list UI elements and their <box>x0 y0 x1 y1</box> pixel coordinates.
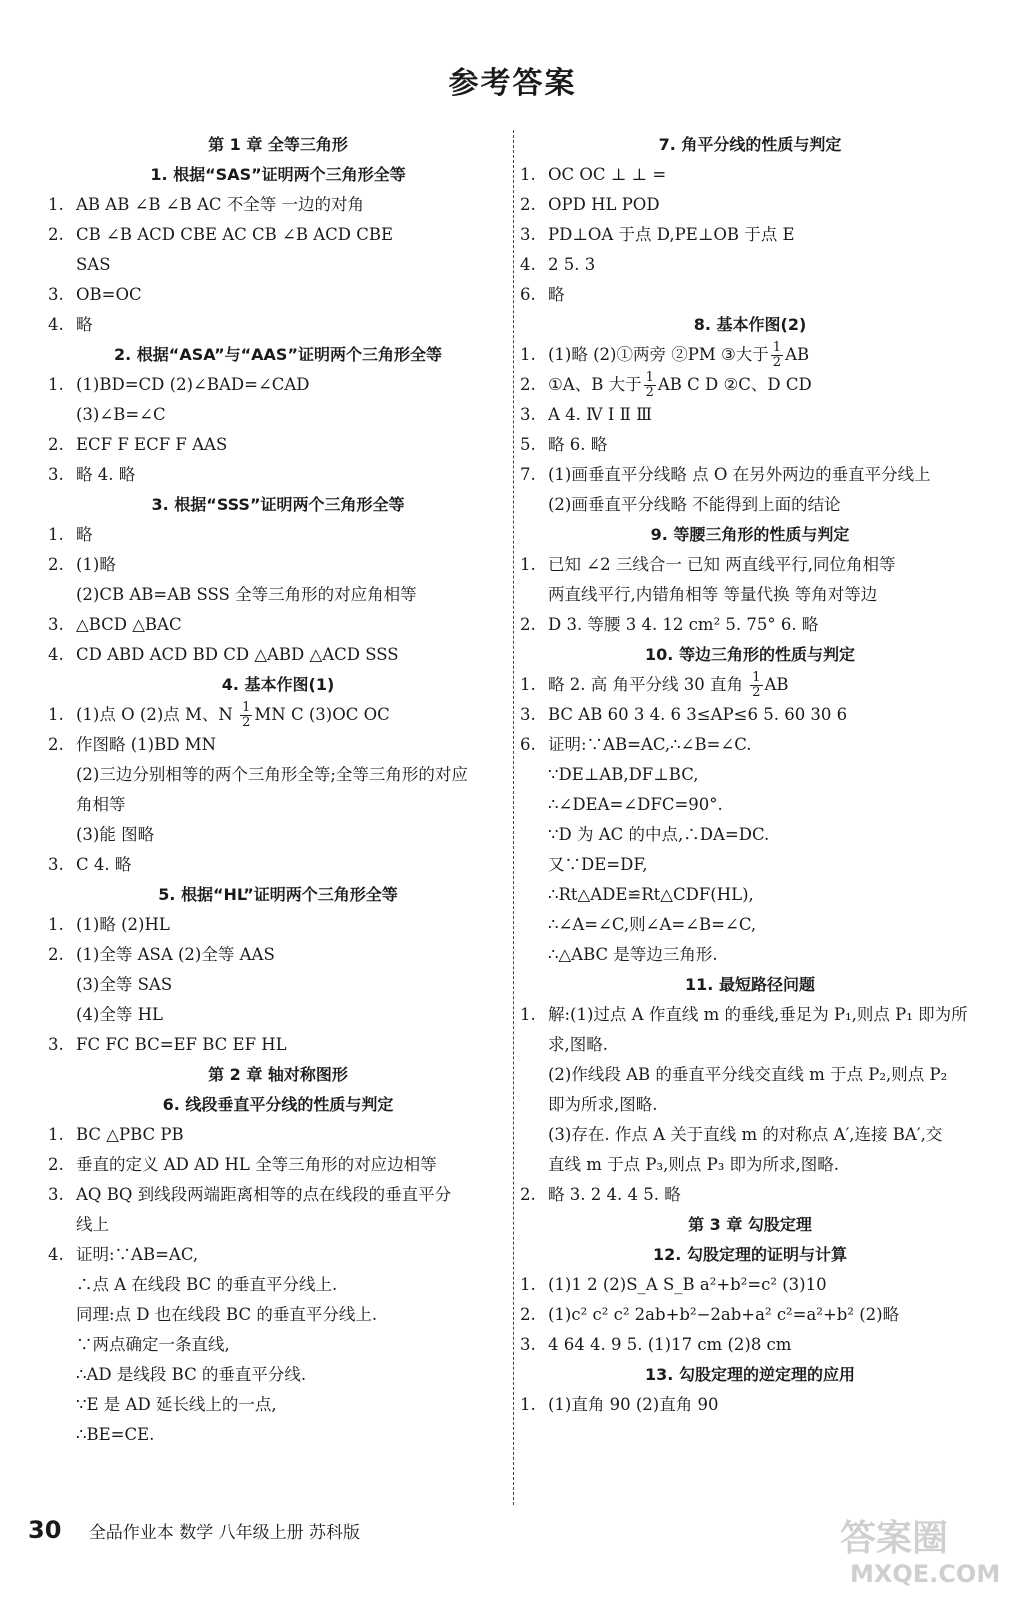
answer-text: 略 <box>76 525 93 544</box>
answer-line <box>520 730 980 760</box>
answer-text: MN C (3)OC OC <box>254 705 390 724</box>
question-number: 6. <box>520 735 536 754</box>
answer-line <box>520 460 980 490</box>
question-number: 1. <box>520 345 536 364</box>
answer-text: (1)BD=CD (2)∠BAD=∠CAD <box>76 375 310 394</box>
section-heading: 4. 基本作图(1) <box>221 675 335 694</box>
answer-text: 略 <box>548 285 565 304</box>
answer-continuation: 又∵DE=DF, <box>548 855 648 874</box>
answer-continuation: 同理:点 D 也在线段 BC 的垂直平分线上. <box>76 1305 378 1324</box>
section-heading: 第 2 章 轴对称图形 <box>208 1065 348 1084</box>
answer-line <box>48 1150 508 1180</box>
answer-line <box>48 940 508 970</box>
answer-line <box>520 250 980 280</box>
answer-line <box>48 220 508 250</box>
section-heading: 10. 等边三角形的性质与判定 <box>645 645 855 664</box>
question-number: 2. <box>48 225 64 244</box>
answer-text: 略 3. 2 4. 4 5. 略 <box>548 1185 681 1204</box>
question-number: 2. <box>48 735 64 754</box>
answer-line <box>520 1390 980 1420</box>
book-title: 全品作业本 数学 八年级上册 苏科版 <box>88 1523 361 1543</box>
answer-text: C 4. 略 <box>76 855 132 874</box>
question-number: 6. <box>520 285 536 304</box>
section-heading: 11. 最短路径问题 <box>685 975 815 994</box>
answer-continuation: ∴Rt△ADE≌Rt△CDF(HL), <box>548 885 754 904</box>
question-number: 1. <box>520 165 536 184</box>
answer-text: 已知 ∠2 三线合一 已知 两直线平行,同位角相等 <box>548 555 896 574</box>
answer-continuation: ∵E 是 AD 延长线上的一点, <box>76 1395 277 1414</box>
answer-text: OC OC ⊥ ⊥ = <box>548 165 667 184</box>
answer-text: (1)c² c² c² 2ab+b²−2ab+a² c²=a²+b² (2)略 <box>548 1305 900 1324</box>
answer-text: (1)略 (2)①两旁 ②PM ③大于 <box>548 345 769 364</box>
answer-continuation: ∴BE=CE. <box>76 1425 155 1444</box>
answer-line <box>48 610 508 640</box>
fraction-denominator: 2 <box>772 355 782 370</box>
section-heading: 3. 根据“SSS”证明两个三角形全等 <box>151 495 405 514</box>
answer-line <box>520 370 980 400</box>
question-number: 2. <box>520 1305 536 1324</box>
section-heading: 13. 勾股定理的逆定理的应用 <box>645 1365 855 1384</box>
column-divider <box>513 130 514 1505</box>
answer-continuation: ∴∠A=∠C,则∠A=∠B=∠C, <box>548 915 757 934</box>
answer-text: AB <box>785 345 810 364</box>
page-footer <box>28 1510 360 1550</box>
answer-text: OPD HL POD <box>548 195 660 214</box>
answer-text: ECF F ECF F AAS <box>76 435 228 454</box>
answer-text: OB=OC <box>76 285 142 304</box>
answer-text: (1)全等 ASA (2)全等 AAS <box>76 945 275 964</box>
answer-text: 2 5. 3 <box>548 255 596 274</box>
question-number: 4. <box>48 1245 64 1264</box>
answer-text: 垂直的定义 AD AD HL 全等三角形的对应边相等 <box>76 1155 437 1174</box>
fraction <box>750 671 762 700</box>
answer-text: 作图略 (1)BD MN <box>76 735 217 754</box>
fraction-denominator: 2 <box>645 385 654 400</box>
section-heading: 1. 根据“SAS”证明两个三角形全等 <box>150 165 406 184</box>
answer-continuation: ∵两点确定一条直线, <box>76 1335 230 1354</box>
answer-text: BC AB 60 3 4. 6 3≤AP≤6 5. 60 30 6 <box>548 705 848 724</box>
fraction <box>240 701 252 730</box>
section-heading: 5. 根据“HL”证明两个三角形全等 <box>158 885 398 904</box>
answer-text: (1)画垂直平分线略 点 O 在另外两边的垂直平分线上 <box>548 465 931 484</box>
question-number: 2. <box>48 945 64 964</box>
answer-line <box>48 1120 508 1150</box>
answer-line <box>48 1240 508 1270</box>
answer-line <box>520 1300 980 1330</box>
question-number: 2. <box>48 555 64 574</box>
answer-continuation: 求,图略. <box>548 1035 608 1054</box>
answer-text: 解:(1)过点 A 作直线 m 的垂线,垂足为 P₁,则点 P₁ 即为所 <box>548 1005 968 1024</box>
answer-continuation: 线上 <box>76 1215 109 1234</box>
answer-text: 证明:∵AB=AC, <box>76 1245 199 1264</box>
fraction-denominator: 2 <box>752 685 761 700</box>
answer-continuation: ∵D 为 AC 的中点,∴DA=DC. <box>548 825 770 844</box>
right-column <box>520 130 980 1420</box>
question-number: 1. <box>48 915 64 934</box>
answer-continuation: 直线 m 于点 P₃,则点 P₃ 即为所求,图略. <box>548 1155 840 1174</box>
answer-text: BC △PBC PB <box>76 1125 184 1144</box>
question-number: 5. <box>520 435 536 454</box>
answer-text: ①A、B 大于 <box>548 375 642 394</box>
question-number: 3. <box>520 405 536 424</box>
answer-text: AQ BQ 到线段两端距离相等的点在线段的垂直平分 <box>76 1185 452 1204</box>
question-number: 3. <box>48 1185 64 1204</box>
fraction-numerator: 1 <box>242 700 251 715</box>
fraction-numerator: 1 <box>645 370 654 385</box>
answer-line <box>520 430 980 460</box>
answer-line <box>520 190 980 220</box>
answer-line <box>48 640 508 670</box>
answer-text: CD ABD ACD BD CD △ABD △ACD SSS <box>76 645 399 664</box>
answer-continuation: ∴△ABC 是等边三角形. <box>548 945 718 964</box>
answer-continuation: SAS <box>76 255 111 274</box>
fraction-denominator: 2 <box>242 715 251 730</box>
watermark-text: 答案圈 <box>840 1518 949 1559</box>
answer-continuation: ∴∠DEA=∠DFC=90°. <box>548 795 723 814</box>
answer-line <box>520 400 980 430</box>
question-number: 2. <box>520 615 536 634</box>
answer-line <box>48 1030 508 1060</box>
answer-text: A 4. Ⅳ Ⅰ Ⅱ Ⅲ <box>548 405 653 424</box>
answer-text: FC FC BC=EF BC EF HL <box>76 1035 287 1054</box>
question-number: 1. <box>48 375 64 394</box>
fraction-numerator: 1 <box>752 670 761 685</box>
answer-text: 略 <box>76 315 93 334</box>
question-number: 3. <box>48 855 64 874</box>
question-number: 2. <box>48 1155 64 1174</box>
question-number: 1. <box>520 1395 536 1414</box>
answer-line <box>48 280 508 310</box>
question-number: 2. <box>520 195 536 214</box>
section-heading: 8. 基本作图(2) <box>693 315 807 334</box>
question-number: 1. <box>520 1005 536 1024</box>
answer-line <box>48 370 508 400</box>
left-column <box>48 130 508 1450</box>
answer-continuation: ∵DE⊥AB,DF⊥BC, <box>548 765 699 784</box>
answer-text: AB C D ②C、D CD <box>657 375 812 394</box>
section-heading: 第 1 章 全等三角形 <box>208 135 348 154</box>
question-number: 1. <box>520 675 536 694</box>
answer-line <box>520 1330 980 1360</box>
answer-line <box>520 1270 980 1300</box>
answer-line <box>520 220 980 250</box>
fraction <box>644 371 656 400</box>
answer-line <box>520 610 980 640</box>
fraction <box>771 341 783 370</box>
answer-continuation: (3)能 图略 <box>76 825 155 844</box>
answer-continuation: (3)全等 SAS <box>76 975 173 994</box>
answer-continuation: 角相等 <box>76 795 126 814</box>
answer-line <box>48 460 508 490</box>
answer-line <box>520 160 980 190</box>
answer-text: PD⊥OA 于点 D,PE⊥OB 于点 E <box>548 225 795 244</box>
question-number: 3. <box>48 1035 64 1054</box>
answer-line <box>48 550 508 580</box>
answer-text: D 3. 等腰 3 4. 12 cm² 5. 75° 6. 略 <box>548 615 819 634</box>
question-number: 1. <box>520 555 536 574</box>
answer-text: (1)略 <box>76 555 116 574</box>
answer-text: 略 2. 高 角平分线 30 直角 <box>548 675 749 694</box>
answer-continuation: (3)存在. 作点 A 关于直线 m 的对称点 A′,连接 BA′,交 <box>548 1125 943 1144</box>
answer-text: 略 4. 略 <box>76 465 136 484</box>
answer-line <box>520 280 980 310</box>
answer-text: 4 64 4. 9 5. (1)17 cm (2)8 cm <box>548 1335 792 1354</box>
answer-line <box>520 1180 980 1210</box>
answer-text: (1)1 2 (2)S_A S_B a²+b²=c² (3)10 <box>548 1275 827 1294</box>
answer-text: (1)点 O (2)点 M、N <box>76 705 239 724</box>
answer-line <box>48 190 508 220</box>
question-number: 2. <box>520 375 536 394</box>
section-heading: 9. 等腰三角形的性质与判定 <box>650 525 850 544</box>
section-heading: 12. 勾股定理的证明与计算 <box>653 1245 847 1264</box>
question-number: 3. <box>48 615 64 634</box>
answer-continuation: (2)CB AB=AB SSS 全等三角形的对应角相等 <box>76 585 417 604</box>
answer-line <box>520 550 980 580</box>
answer-text: 略 6. 略 <box>548 435 608 454</box>
answer-continuation: (2)画垂直平分线略 不能得到上面的结论 <box>548 495 841 514</box>
question-number: 2. <box>48 435 64 454</box>
watermark-url: MXQE.COM <box>850 1560 1001 1588</box>
answer-line <box>48 1180 508 1210</box>
page-number: 30 <box>28 1516 62 1544</box>
answer-line <box>520 670 980 700</box>
answer-continuation: (2)作线段 AB 的垂直平分线交直线 m 于点 P₂,则点 P₂ <box>548 1065 948 1084</box>
section-heading: 2. 根据“ASA”与“AAS”证明两个三角形全等 <box>114 345 442 364</box>
answer-line <box>520 700 980 730</box>
section-heading: 6. 线段垂直平分线的性质与判定 <box>162 1095 394 1114</box>
answer-text: (1)略 (2)HL <box>76 915 170 934</box>
answer-text: 证明:∵AB=AC,∴∠B=∠C. <box>548 735 752 754</box>
answer-continuation: ∴AD 是线段 BC 的垂直平分线. <box>76 1365 307 1384</box>
answer-continuation: (2)三边分别相等的两个三角形全等;全等三角形的对应 <box>76 765 468 784</box>
question-number: 1. <box>48 1125 64 1144</box>
page-title: 参考答案 <box>448 66 577 101</box>
answer-text: AB <box>764 675 789 694</box>
answer-line <box>48 910 508 940</box>
answer-continuation: ∴点 A 在线段 BC 的垂直平分线上. <box>76 1275 338 1294</box>
answer-line <box>48 520 508 550</box>
answer-line <box>48 730 508 760</box>
question-number: 4. <box>48 315 64 334</box>
watermark-logo <box>820 1508 1005 1588</box>
answer-line <box>48 310 508 340</box>
answer-text: △BCD △BAC <box>76 615 182 634</box>
question-number: 3. <box>48 465 64 484</box>
question-number: 4. <box>48 645 64 664</box>
question-number: 1. <box>48 525 64 544</box>
fraction-numerator: 1 <box>772 340 782 355</box>
question-number: 3. <box>48 285 64 304</box>
answer-line <box>520 340 980 370</box>
answer-text: CB ∠B ACD CBE AC CB ∠B ACD CBE <box>76 225 394 244</box>
question-number: 1. <box>48 195 64 214</box>
answer-line <box>48 430 508 460</box>
answer-continuation: (3)∠B=∠C <box>76 405 166 424</box>
answer-continuation: 即为所求,图略. <box>548 1095 658 1114</box>
answer-continuation: (4)全等 HL <box>76 1005 163 1024</box>
question-number: 4. <box>520 255 536 274</box>
answer-line <box>48 700 508 730</box>
question-number: 3. <box>520 1335 536 1354</box>
answer-text: AB AB ∠B ∠B AC 不全等 一边的对角 <box>76 195 364 214</box>
question-number: 7. <box>520 465 536 484</box>
answer-text: (1)直角 90 (2)直角 90 <box>548 1395 719 1414</box>
answer-line <box>48 850 508 880</box>
answer-continuation: 两直线平行,内错角相等 等量代换 等角对等边 <box>548 585 878 604</box>
question-number: 2. <box>520 1185 536 1204</box>
section-heading: 第 3 章 勾股定理 <box>688 1215 812 1234</box>
question-number: 1. <box>520 1275 536 1294</box>
section-heading: 7. 角平分线的性质与判定 <box>658 135 842 154</box>
question-number: 1. <box>48 705 64 724</box>
question-number: 3. <box>520 225 536 244</box>
answer-line <box>520 1000 980 1030</box>
question-number: 3. <box>520 705 536 724</box>
